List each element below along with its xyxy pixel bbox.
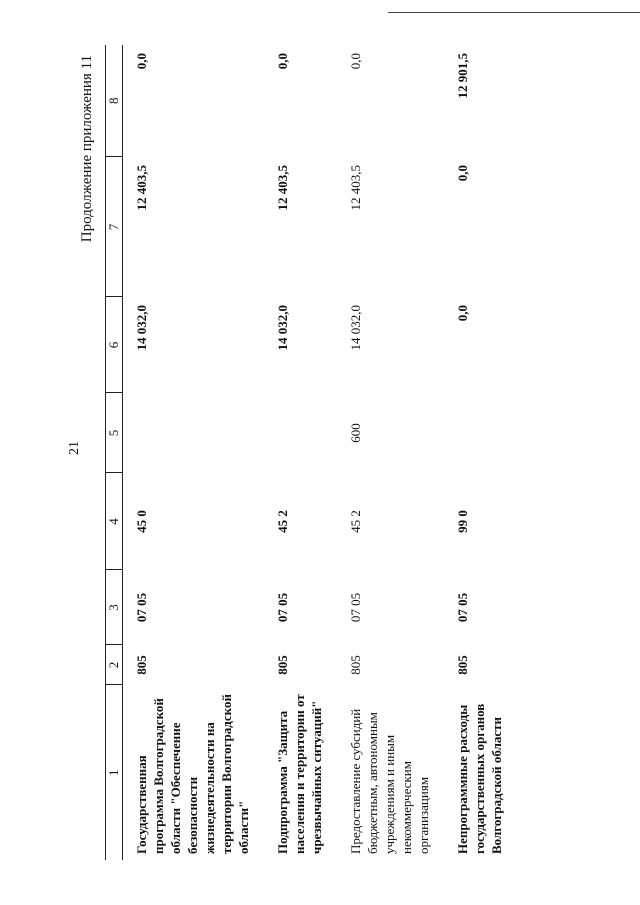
cell-expense-type (264, 393, 337, 473)
cell-amount-8: 0,0 (348, 53, 363, 70)
cell-expense-type (444, 393, 517, 473)
table-row (444, 45, 517, 860)
header-cell: 5 (106, 393, 123, 473)
header-cell: 2 (106, 645, 123, 685)
header-cell: 3 (106, 570, 123, 645)
row-name: Предоставление субсидий бюджетным, автономным учреждениям и иным некоммерческим организациям (348, 708, 431, 854)
table-row (337, 45, 444, 860)
row-name: Непрограммные расходы государственных органов Волгоградской области (455, 703, 504, 854)
cell-amount-7: 12 403,5 (275, 165, 290, 211)
cell-ministry-code: 805 (275, 655, 290, 675)
rotated-page (75, 45, 550, 860)
continuation-label: Продолжение приложения 11 (79, 55, 95, 243)
header-cell: 1 (106, 685, 123, 860)
table-row (264, 45, 337, 860)
cell-amount-8: 12 901,5 (455, 53, 470, 99)
header-cell: 4 (106, 473, 123, 570)
cell-section-code: 07 05 (348, 592, 363, 623)
cell-amount-7: 12 403,5 (348, 165, 363, 211)
cell-target-code: 45 0 (134, 510, 149, 533)
cell-amount-6: 14 032,0 (275, 305, 290, 351)
cell-target-code: 45 2 (348, 510, 363, 533)
cell-section-code: 07 05 (455, 592, 470, 623)
page-number: 21 (67, 441, 82, 455)
cell-amount-7: 0,0 (455, 165, 470, 182)
budget-table (105, 45, 517, 860)
cell-target-code: 99 0 (455, 510, 470, 533)
cell-section-code: 07 05 (134, 592, 149, 623)
cell-amount-8: 0,0 (134, 53, 149, 70)
cell-expense-type (123, 393, 265, 473)
row-name: Подпрограмма "Защита населения и территории от чрезвычайных ситуаций" (275, 694, 324, 854)
header-cell: 6 (106, 297, 123, 393)
cell-amount-6: 0,0 (455, 305, 470, 322)
cell-amount-8: 0,0 (275, 53, 290, 70)
cell-amount-7: 12 403,5 (134, 165, 149, 211)
header-cell: 7 (106, 157, 123, 297)
cell-ministry-code: 805 (348, 655, 363, 675)
top-rule (388, 12, 640, 13)
cell-ministry-code: 805 (134, 655, 149, 675)
cell-ministry-code: 805 (455, 655, 470, 675)
cell-amount-6: 14 032,0 (348, 305, 363, 351)
cell-target-code: 45 2 (275, 510, 290, 533)
cell-expense-type: 600 (348, 423, 363, 443)
cell-section-code: 07 05 (275, 592, 290, 623)
cell-amount-6: 14 032,0 (134, 305, 149, 351)
header-row (106, 45, 123, 860)
header-cell: 8 (106, 45, 123, 157)
table-row (123, 45, 265, 860)
row-name: Государственная программа Волгоградской области "Обеспечение безопасности жизнедеятельности на территории Волгоградской области" (134, 694, 251, 854)
